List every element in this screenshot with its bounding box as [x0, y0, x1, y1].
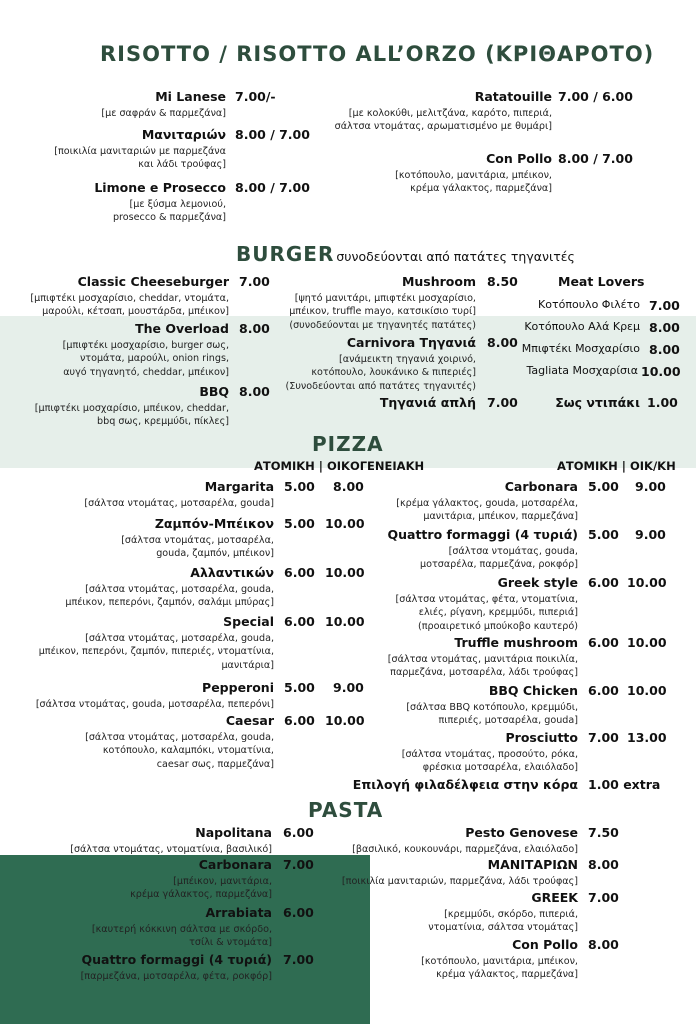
menu-item-price: 5.00 — [588, 479, 619, 494]
menu-item-name: BBQ — [199, 384, 229, 399]
menu-item-name: Quattro formaggi (4 τυριά) — [387, 527, 578, 542]
menu-item-desc: [σάλτσα ντομάτας, μοτσαρέλα, gouda, κοτόπουλο, καλαμπόκι, ντοματίνια, caesar σως, παρμεζάνα] — [85, 732, 274, 770]
menu-item-price: 8.00 — [588, 857, 619, 872]
menu-item-name: Greek style — [497, 575, 578, 590]
pasta-title: PASTA — [308, 798, 384, 822]
menu-item-desc: [σάλτσα ντομάτας, μοτσαρέλα, gouda, μπέικον, πεπερόνι, ζαμπόν, πιπεριές, ντοματίνια, μανιτάρια] — [38, 633, 274, 671]
menu-item-name: BBQ Chicken — [488, 683, 578, 698]
menu-item-price: 7.00 — [239, 274, 270, 289]
menu-item-name: Margarita — [204, 479, 274, 494]
menu-item-price: 6.00 — [284, 713, 315, 728]
menu-item-desc: [κρέμα γάλακτος, gouda, μοτσαρέλα, μανιτάρια, μπέικον, παρμεζάνα] — [396, 498, 578, 523]
risotto-title: RISOTTO / RISOTTO ALL’ORZO (ΚΡΙΘΑΡΟΤΟ) — [100, 42, 655, 66]
menu-item-name: Carbonara — [504, 479, 578, 494]
menu-item-desc: [σάλτσα ντομάτας, ντοματίνια, βασιλικό] — [70, 844, 272, 855]
menu-item-price: 8.00 — [239, 321, 270, 336]
menu-item-price: 13.00 — [627, 730, 667, 745]
menu-item-price: 9.00 — [635, 527, 666, 542]
menu-item-name: Con Pollo — [512, 937, 578, 952]
menu-item-desc: [με σαφράν & παρμεζάνα] — [101, 108, 226, 119]
menu-item-name: The Overload — [135, 321, 229, 336]
menu-item-price: 7.00 — [283, 857, 314, 872]
menu-item-desc: [κρεμμύδι, σκόρδο, πιπεριά, ντοματίνια, σάλτσα ντομάτας] — [428, 909, 578, 934]
burger-title: BURGER συνοδεύονται από πατάτες τηγανιτές — [236, 242, 575, 266]
menu-item-name: Quattro formaggi (4 τυριά) — [81, 952, 272, 967]
menu-item-price: 8.00 / 7.00 — [235, 180, 310, 195]
menu-item-desc: [ποικιλία μανιταριών, παρμεζάνα, λάδι τρούφας] — [341, 876, 578, 887]
menu-item-price: 8.50 — [487, 274, 518, 289]
menu-item-name: Napolitana — [195, 825, 272, 840]
menu-item-name: Mushroom — [401, 274, 476, 289]
sauce-name: Σως ντιπάκι — [555, 395, 640, 410]
menu-item-price: 10.00 — [325, 565, 365, 580]
menu-item-price: 10.00 — [325, 713, 365, 728]
menu-item-name: Carnivora Τηγανιά — [346, 335, 476, 350]
menu-item-desc: [με ξύσμα λεμονιού, prosecco & παρμεζάνα] — [112, 199, 226, 224]
menu-item-price: 7.00 — [283, 952, 314, 967]
menu-item-price: 10.00 — [627, 635, 667, 650]
menu-item-price: 7.00 — [588, 890, 619, 905]
menu-item-name: Pesto Genovese — [465, 825, 578, 840]
menu-item-price: 7.00/- — [235, 89, 276, 104]
menu-item-name: Mi Lanese — [155, 89, 226, 104]
menu-item-desc: [μπιφτέκι μοσχαρίσιο, burger σως, ντομάτα, μαρούλι, onion rings, αυγό τηγανητό, cheddar, μπέικον] — [62, 340, 229, 378]
menu-item-price: 10.00 — [627, 575, 667, 590]
meat-lovers-item-price: 8.00 — [649, 342, 680, 357]
menu-item-price: 9.00 — [333, 680, 364, 695]
menu-item-name: Truffle mushroom — [454, 635, 578, 650]
meat-lovers-item-name: Tagliata Μοσχαρίσια — [526, 364, 638, 377]
meat-lovers-item-price: 10.00 — [641, 364, 681, 379]
menu-item-name: Pepperoni — [202, 680, 274, 695]
menu-item-desc: [μπιφτέκι μοσχαρίσιο, μπέικον, cheddar, bbq σως, κρεμμύδι, πίκλες] — [34, 403, 229, 428]
menu-item-price: 6.00 — [283, 905, 314, 920]
pizza-header-right: ΑΤΟΜΙΚΗ | ΟΙΚ/ΚΗ — [557, 459, 676, 473]
meat-lovers-item-name: Μπιφτέκι Μοσχαρίσιο — [521, 342, 640, 355]
menu-item-price: 5.00 — [284, 516, 315, 531]
menu-item-desc: [σάλτσα ντομάτας, gouda, μοτσαρέλα, πεπερόνι] — [35, 699, 274, 710]
menu-item-desc: [μπέικον, μανιτάρια, κρέμα γάλακτος, παρμεζάνα] — [130, 876, 272, 901]
menu-item-price: 6.00 — [284, 565, 315, 580]
menu-item-price: 7.00 / 6.00 — [558, 89, 633, 104]
menu-item-price: 6.00 — [588, 635, 619, 650]
menu-item-desc: [μπιφτέκι μοσχαρίσιο, cheddar, ντομάτα, μαρούλι, κέτσαπ, μουστάρδα, μπέικον] — [30, 293, 229, 318]
menu-item-price: 6.00 — [283, 825, 314, 840]
menu-item-name: Αλλαντικών — [190, 565, 274, 580]
menu-item-name: ΜΑΝΙΤΑΡΙΩΝ — [487, 857, 578, 872]
menu-item-desc: [σάλτσα ντομάτας, μοτσαρέλα, gouda] — [84, 498, 274, 509]
sauce-price: 1.00 — [647, 395, 678, 410]
menu-item-price: 8.00 — [487, 335, 518, 350]
menu-item-price: 9.00 — [635, 479, 666, 494]
menu-item-price: 5.00 — [588, 527, 619, 542]
menu-item-name: Special — [223, 614, 274, 629]
menu-item-name: Ζαμπόν-Μπέικον — [154, 516, 274, 531]
menu-item-price: 8.00 — [333, 479, 364, 494]
meat-lovers-item-name: Κοτόπουλο Αλά Κρεμ — [524, 320, 640, 333]
menu-item-name: Τηγανιά απλή — [379, 395, 476, 410]
menu-item-name: Prosciutto — [505, 730, 578, 745]
menu-item-price: 10.00 — [325, 614, 365, 629]
menu-item-desc: [καυτερή κόκκινη σάλτσα με σκόρδο, τσίλι & ντομάτα] — [91, 924, 272, 949]
menu-item-price: 10.00 — [627, 683, 667, 698]
menu-item-name: Arrabiata — [205, 905, 272, 920]
menu-item-desc: [βασιλικό, κουκουνάρι, παρμεζάνα, ελαιόλαδο] — [352, 844, 578, 855]
meat-lovers-item-price: 7.00 — [649, 298, 680, 313]
menu-item-price: 7.50 — [588, 825, 619, 840]
menu-item-desc: [σάλτσα BBQ κοτόπουλο, κρεμμύδι, πιπεριές, μοτσαρέλα, gouda] — [406, 702, 578, 727]
menu-item-price: 6.00 — [284, 614, 315, 629]
menu-item-desc: [σάλτσα ντομάτας, φέτα, ντοματίνια, ελιές, ρίγανη, κρεμμύδι, πιπεριά] (προαιρετικό μπούκοβο καυτερό) — [395, 594, 578, 632]
menu-item-desc: [ποικιλία μανιταριών με παρμεζάνα και λάδι τρούφας] — [54, 146, 226, 171]
menu-item-name: Con Pollo — [486, 151, 552, 166]
menu-item-price: 6.00 — [588, 575, 619, 590]
menu-item-name: Caesar — [225, 713, 274, 728]
crust-extra-price: 1.00 extra — [588, 777, 661, 792]
menu-item-desc: [ανάμεικτη τηγανιά χοιρινό, κοτόπουλο, λουκάνικο & πιπεριές] (Συνοδεύονται από πατάτες τηγανιτές) — [285, 354, 476, 392]
menu-item-desc: [κοτόπουλο, μανιτάρια, μπέικον, κρέμα γάλακτος, παρμεζάνα] — [421, 956, 578, 981]
menu-item-desc: [σάλτσα ντομάτας, μοτσαρέλα, gouda, μπέικον, πεπερόνι, ζαμπόν, σαλάμι μπύρας] — [65, 584, 274, 609]
menu-item-price: 8.00 / 7.00 — [558, 151, 633, 166]
burger-subtitle: συνοδεύονται από πατάτες τηγανιτές — [336, 249, 575, 264]
menu-item-price: 8.00 — [588, 937, 619, 952]
menu-item-desc: [σάλτσα ντομάτας, gouda, μοτσαρέλα, παρμεζάνα, ροκφόρ] — [420, 546, 578, 571]
menu-item-name: Carbonara — [198, 857, 272, 872]
menu-item-price: 10.00 — [325, 516, 365, 531]
crust-extra-name: Επιλογή φιλαδέλφεια στην κόρα — [352, 777, 578, 792]
menu-item-price: 8.00 — [239, 384, 270, 399]
menu-item-desc: [ψητό μανιτάρι, μπιφτέκι μοσχαρίσιο, μπέικον, truffle mayo, κατσικίσιο τυρί] (συνοδεύονται με τηγανητές πατάτες) — [289, 293, 476, 331]
menu-item-name: Limone e Prosecco — [94, 180, 226, 195]
meat-lovers-item-price: 8.00 — [649, 320, 680, 335]
menu-item-price: 7.00 — [588, 730, 619, 745]
pizza-header-left: ΑΤΟΜΙΚΗ | ΟΙΚΟΓΕΝΕΙΑΚΗ — [254, 459, 425, 473]
meat-lovers-title: Meat Lovers — [558, 274, 645, 289]
menu-item-price: 8.00 / 7.00 — [235, 127, 310, 142]
menu-item-desc: [σάλτσα ντομάτας, μανιτάρια ποικιλία, παρμεζάνα, μοτσαρέλα, λάδι τρούφας] — [387, 654, 578, 679]
menu-item-name: Μανιταριών — [141, 127, 226, 142]
menu-item-name: GREEK — [531, 890, 578, 905]
menu-item-price: 7.00 — [487, 395, 518, 410]
menu-item-price: 5.00 — [284, 479, 315, 494]
menu-item-price: 6.00 — [588, 683, 619, 698]
menu-item-name: Classic Cheeseburger — [77, 274, 229, 289]
menu-item-desc: [κοτόπουλο, μανιτάρια, μπέικον, κρέμα γάλακτος, παρμεζάνα] — [395, 170, 552, 195]
menu-item-desc: [παρμεζάνα, μοτσαρέλα, φέτα, ροκφόρ] — [80, 971, 272, 982]
menu-item-name: Ratatouille — [474, 89, 552, 104]
menu-item-desc: [με κολοκύθι, μελιτζάνα, καρότο, πιπεριά, σάλτσα ντομάτας, αρωματισμένο με θυμάρι] — [334, 108, 552, 133]
pizza-title: PIZZA — [312, 432, 384, 456]
menu-item-price: 5.00 — [284, 680, 315, 695]
meat-lovers-item-name: Κοτόπουλο Φιλέτο — [538, 298, 640, 311]
menu-item-desc: [σάλτσα ντομάτας, προσούτο, ρόκα, φρέσκια μοτσαρέλα, ελαιόλαδο] — [401, 749, 578, 774]
menu-item-desc: [σάλτσα ντομάτας, μοτσαρέλα, gouda, ζαμπόν, μπέικον] — [121, 535, 274, 560]
